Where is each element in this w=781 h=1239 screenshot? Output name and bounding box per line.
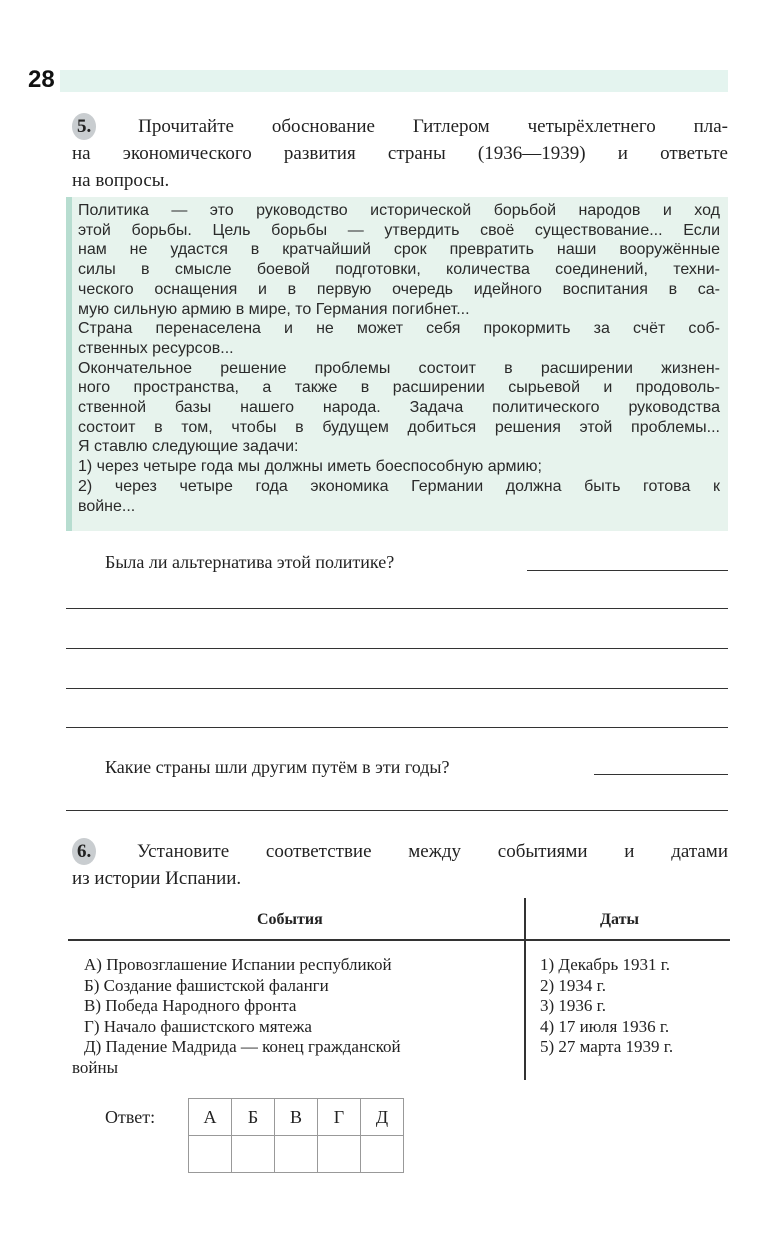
quote-line: ственной базы нашего народа. Задача политического руководства [78,399,720,417]
quote-line: Окончательное решение проблемы состоит в расширении жизнен- [78,359,720,377]
quote-line: этой борьбы. Цель борьбы — утвердить своё существование... Если [78,221,720,239]
quote-line: ственных ресурсов... [78,339,234,357]
quote-box [66,197,728,531]
event-item: Б) Создание фашистской фаланги [84,975,329,995]
quote-line: мую сильную армию в мире, то Германия погибнет... [78,300,470,318]
answer-line[interactable] [66,608,728,609]
grid-header-a: А [189,1099,232,1136]
quote-line: силы в смысле боевой подготовки, количества соединений, техни- [78,261,720,279]
events-list [72,955,510,1078]
quote-line: войне... [78,497,136,515]
grid-header-g: Г [318,1099,361,1136]
quote-line: 1) через четыре года мы должны иметь боеспособную армию; [78,458,542,476]
quote-line: Страна перенаселена и не может себя прокормить за счёт соб- [78,320,720,338]
page-number: 28 [28,66,55,93]
date-item: 3) 1936 г. [540,996,606,1015]
answer-line[interactable] [66,688,728,689]
answer-cell[interactable] [232,1136,275,1173]
task-5 [72,113,728,194]
quote-line: 2) через четыре года экономика Германии должна быть готова к [78,477,720,495]
answer-line[interactable] [527,570,728,571]
answer-cell[interactable] [318,1136,361,1173]
quote-line: нам не удастся в кратчайший срок превратить наши вооружённые [78,241,720,259]
quote-line: ческого оснащения и в первую очередь идейного воспитания в са- [78,280,720,298]
date-item: 2) 1934 г. [540,975,606,995]
quote-line: Политика — это руководство исторической борьбой народов и ход [78,202,720,219]
answer-cell[interactable] [189,1136,232,1173]
quote-line: состоит в том, чтобы в будущем добиться решения этой проблемы... [78,418,720,436]
table-header-rule [68,939,730,941]
answer-grid [188,1098,404,1173]
event-item: В) Победа Народного фронта [84,996,297,1015]
quote-line: Я ставлю следующие задачи: [78,438,299,456]
task-6 [72,838,728,892]
event-item: А) Провозглашение Испании республикой [84,955,392,974]
date-item: 5) 27 марта 1939 г. [540,1037,674,1056]
event-item: войны [72,1057,119,1077]
table-column-divider [524,898,526,1080]
task-text: на вопросы. [72,170,170,191]
grid-header-d: Д [361,1099,404,1136]
grid-header-b: Б [232,1099,275,1136]
dates-list [540,955,673,1058]
quote-line: ного пространства, а также в расширении сырьевой и продоволь- [78,379,720,397]
task-number: 6. [72,838,96,865]
task-text: Установите соответствие между событиями и датами [137,841,728,862]
event-item: Д) Падение Мадрида — конец гражданской [84,1037,401,1056]
task-number: 5. [72,113,96,140]
header-band [60,70,728,92]
question-1: Была ли альтернатива этой политике? [105,552,395,572]
date-item: 1) Декабрь 1931 г. [540,955,671,974]
date-item: 4) 17 июля 1936 г. [540,1016,670,1036]
answer-line[interactable] [594,774,728,775]
column-header-events: События [257,911,323,928]
task-text: из истории Испании. [72,868,242,889]
answer-line[interactable] [66,648,728,649]
task-text: Прочитайте обоснование Гитлером четырёхлетнего пла- [138,116,728,137]
answer-label: Ответ: [105,1107,156,1127]
answer-line[interactable] [66,810,728,811]
grid-header-v: В [275,1099,318,1136]
event-item: Г) Начало фашистского мятежа [84,1016,312,1036]
answer-cell[interactable] [361,1136,404,1173]
answer-cell[interactable] [275,1136,318,1173]
column-header-dates: Даты [600,911,639,928]
question-2: Какие страны шли другим путём в эти годы? [105,757,450,777]
answer-line[interactable] [66,727,728,728]
task-text: на экономического развития страны (1936—1939) и ответьте [72,143,728,164]
